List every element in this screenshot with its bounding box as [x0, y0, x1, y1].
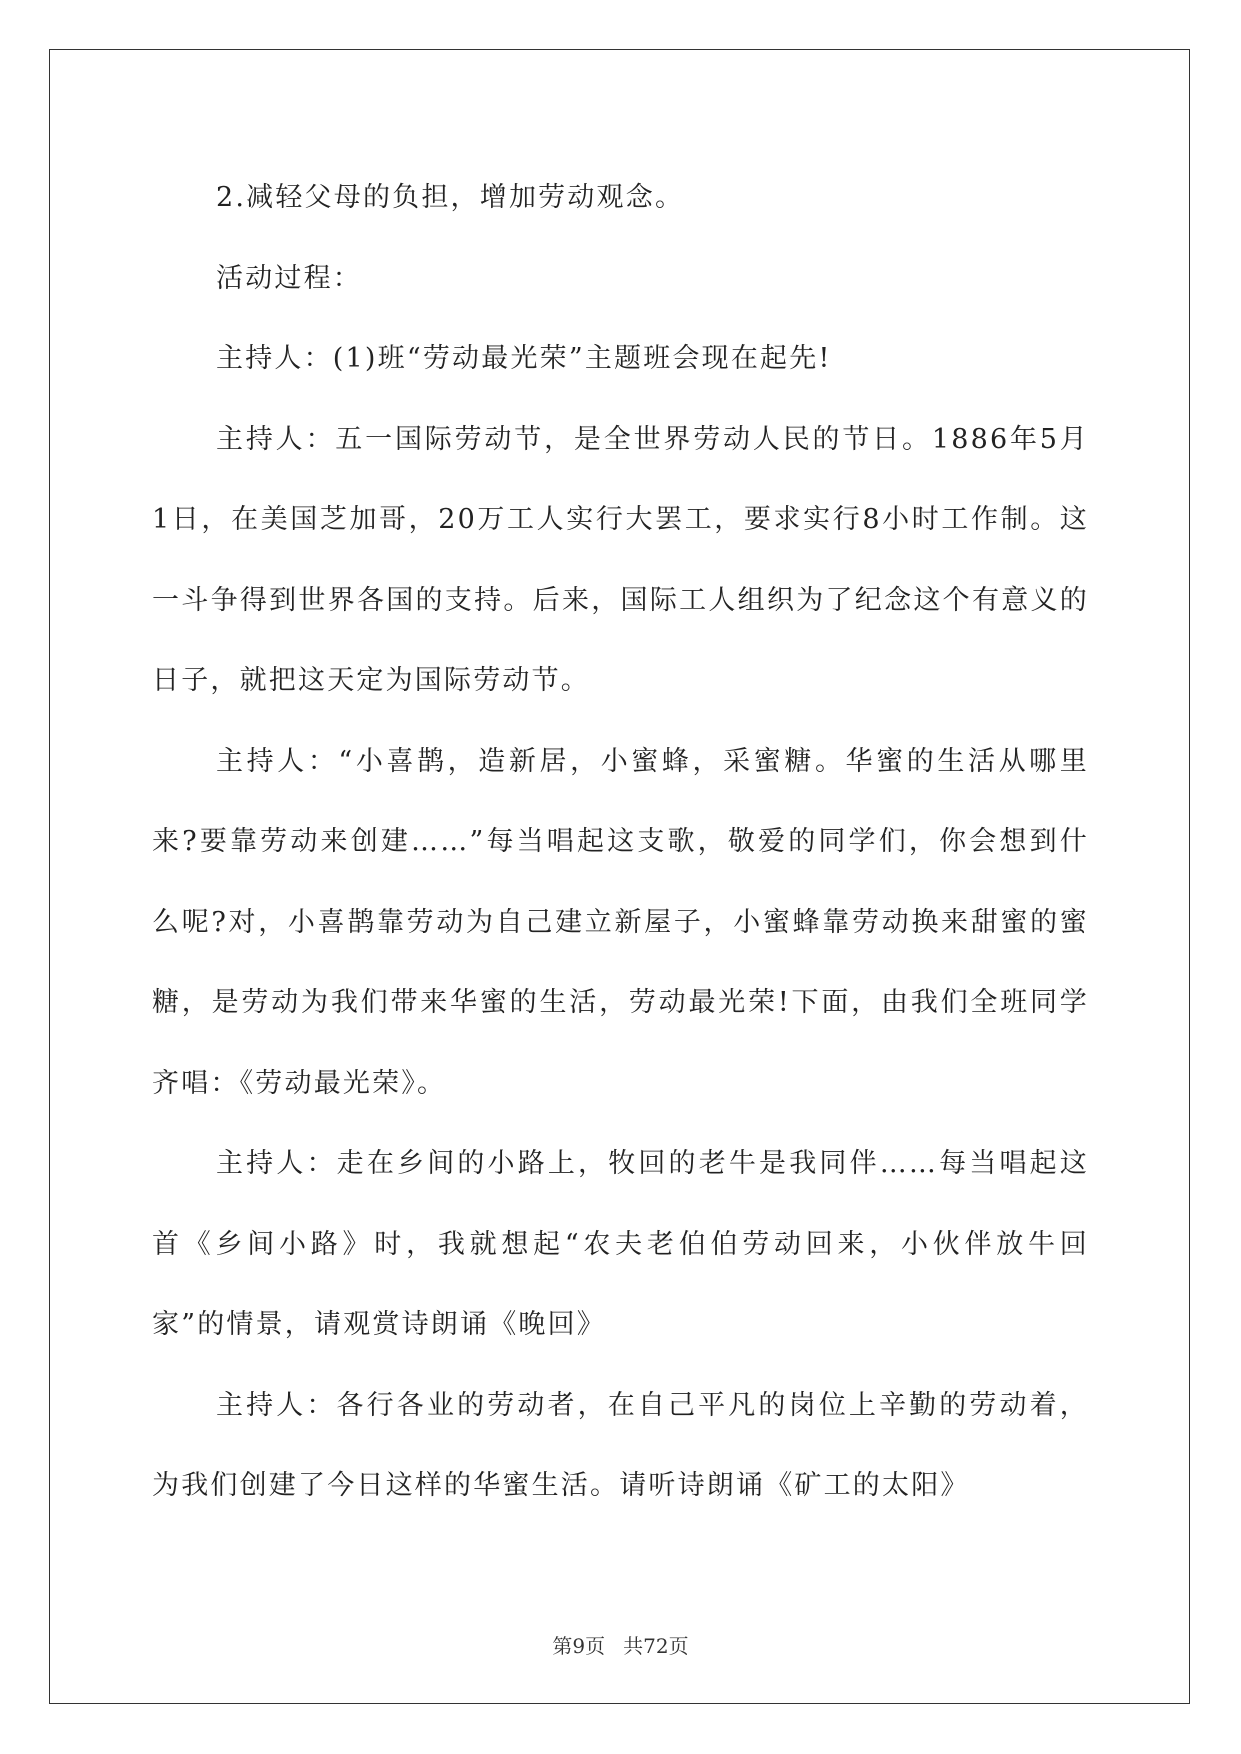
document-body [152, 158, 1089, 1527]
paragraph-labor-day: 主持人：五一国际劳动节，是全世界劳动人民的节日。1886年5月1日，在美国芝加哥，20万工人实行大罢工，要求实行8小时工作制。这一斗争得到世界各国的支持。后来，国际工人组织为了纪念这个有意义的日子，就把这天定为国际劳动节。 [152, 423, 1089, 696]
page-number: 第9页 [552, 1634, 606, 1658]
paragraph-song: 主持人：“小喜鹊，造新居，小蜜蜂，采蜜糖。华蜜的生活从哪里来?要靠劳动来创建……”每当唱起这支歌，敬爱的同学们，你会想到什么呢?对，小喜鹊靠劳动为自己建立新屋子，小蜜蜂靠劳动换来甜蜜的蜜糖，是劳动为我们带来华蜜的生活，劳动最光荣!下面，由我们全班同学齐唱：《劳动最光荣》。 [152, 745, 1089, 1099]
paragraph-workers: 主持人：各行各业的劳动者，在自己平凡的岗位上辛勤的劳动着，为我们创建了今日这样的华蜜生活。请听诗朗诵《矿工的太阳》 [152, 1389, 1089, 1501]
paragraph-country-road: 主持人：走在乡间的小路上，牧回的老牛是我同伴……每当唱起这首《乡间小路》时，我就想起“农夫老伯伯劳动回来，小伙伴放牛回家”的情景，请观赏诗朗诵《晚回》 [152, 1148, 1089, 1340]
page-footer [0, 1630, 1241, 1659]
paragraph-goal: 2.减轻父母的负担，增加劳动观念。 [216, 182, 685, 213]
paragraph-host-opening: 主持人：(1)班“劳动最光荣”主题班会现在起先! [216, 343, 832, 374]
page-total: 共72页 [623, 1634, 689, 1658]
paragraph-process-heading: 活动过程： [216, 262, 362, 294]
